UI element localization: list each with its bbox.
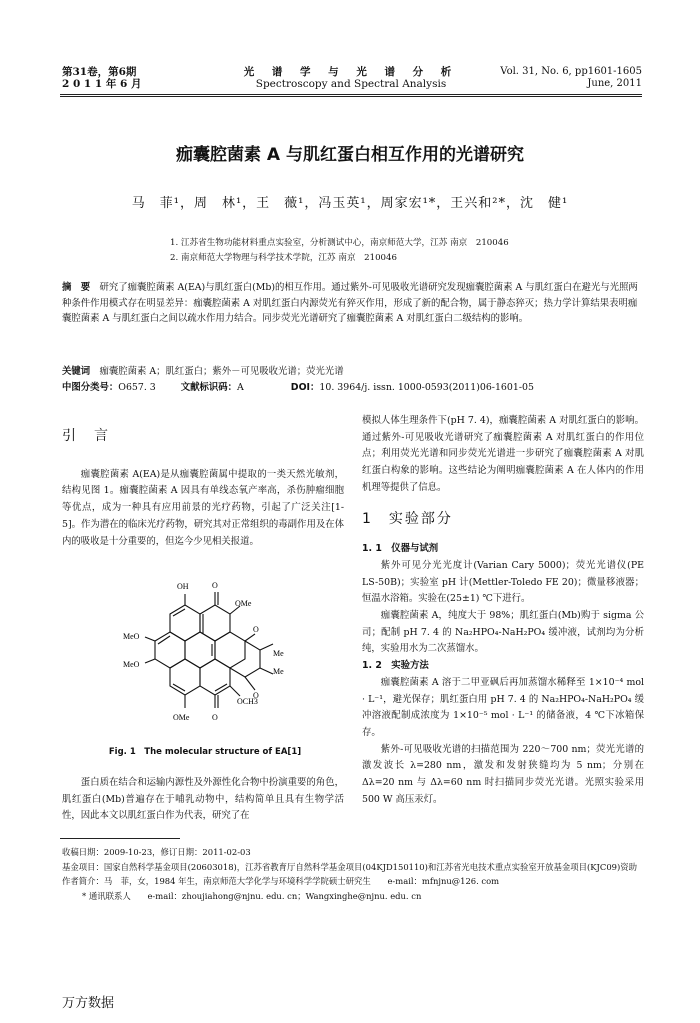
doi-value: 10. 3964/j. issn. 1000-0593(2011)06-1601-05 — [319, 382, 534, 393]
instruments-paragraph: 紫外可见分光光度计(Varian Cary 5000)；荧光光谱仪(PE LS-50B)；实验室 pH 计(Mettler-Toledo FE 20)；微量移液器；恒温水浴箱。实验在(25±1) ℃下进行。 — [362, 559, 644, 605]
subsection-1-1-heading: 1. 1 仪器与试剂 — [362, 543, 439, 555]
label-ome-bottom: OMe — [173, 713, 190, 722]
reagents-paragraph: 痂囊腔菌素 A，纯度大于 98%；肌红蛋白(Mb)购于 sigma 公司；配制 pH 7. 4 的 Na₂HPO₄-NaH₂PO₄ 缓冲液，试剂均为分析纯，实验用水为二次蒸馏水。 — [362, 610, 644, 655]
label-o-top: O — [212, 581, 218, 590]
intro-section — [62, 428, 344, 550]
keywords-label: 关键词 — [62, 366, 91, 377]
footnote-bio: 作者简介：马 菲，女，1984 年生，南京师范大学化学与环境科学学院硕士研究生 e-mail：mfnjnu@126. com — [62, 876, 500, 887]
label-o-right-top: O — [253, 625, 259, 634]
header-date-cn: 2 0 1 1 年 6 月 — [62, 78, 142, 90]
header-rule-2 — [60, 96, 642, 97]
author-list: 马 菲¹，周 林¹，王 薇¹，冯玉英¹，周家宏¹*，王兴和²*，沈 健¹ — [131, 196, 569, 211]
clc-label: 中图分类号： — [62, 382, 119, 393]
ring-mid-left — [155, 632, 185, 668]
footnote-received: 收稿日期：2009-10-23，修订日期：2011-02-03 — [62, 847, 251, 857]
subsection-1-2-heading: 1. 2 实验方法 — [362, 660, 429, 672]
right-column — [362, 413, 644, 808]
ring-top-left — [170, 605, 200, 641]
section-1-heading: 1 实验部分 — [362, 510, 453, 527]
abstract-text: 研究了痂囊腔菌素 A(EA)与肌红蛋白(Mb)的相互作用。通过紫外-可见吸收光谱研究发现痂囊腔菌素 A 与肌红蛋白在避光与光照两种条件作用模式存在明显差异：痂囊腔菌素 A 对肌红蛋白内源荧光有猝灭作用，形成了新的配合物，属于静态猝灭；热力学计算结果表明痂囊腔菌素 A 与肌红蛋白之间以疏水作用力结合。同步荧光光谱研究了痂囊腔菌素 A 对肌红蛋白二级结构的影响。 — [62, 282, 638, 324]
footnote-corresponding: * 通讯联系人 e-mail：zhoujiahong@njnu. edu. cn；Wangxinghe@njnu. edu. cn — [82, 891, 422, 902]
footnote-rule — [60, 838, 180, 839]
doc-code-label: 文献标识码： — [180, 382, 238, 393]
intro-paragraph-2: 蛋白质在结合和运输内源性及外源性化合物中扮演重要的角色，肌红蛋白(Mb)普遍存在于哺乳动物中，结构简单且具有生物学活性，因此本文以肌红蛋白作为代表，研究了在 — [62, 777, 344, 822]
label-me-1: Me — [273, 649, 284, 658]
abstract — [62, 280, 642, 327]
label-o-right-bottom: O — [253, 691, 259, 700]
journal-title-cn: 光 谱 学 与 光 谱 分 析 — [243, 66, 459, 78]
abstract-label: 摘 要 — [62, 282, 91, 293]
intro-paragraph-1: 痂囊腔菌素 A(EA)是从痂囊腔菌属中提取的一类天然光敏剂，结构见图 1。痂囊腔菌素 A 因具有单线态氧产率高，杀伤肿瘤细胞等优点，成为一种具有应用前景的光疗药物，引起了广泛关注[1-5]。作为潜在的临床光疗药物，研究其对正常组织的毒副作用及在体内的吸收是十分重要的，但迄今少见相关报道。 — [62, 468, 344, 547]
keywords-block — [62, 364, 642, 396]
label-meo-1: MeO — [123, 632, 140, 641]
figure-caption: Fig. 1 The molecular structure of EA[1] — [108, 747, 302, 757]
label-och3: OCH3 — [237, 697, 258, 706]
intro-continued — [62, 775, 344, 825]
watermark-text: 万方数据 — [62, 996, 115, 1011]
journal-title-en: Spectroscopy and Spectral Analysis — [255, 78, 447, 90]
ring-bottom-right — [200, 659, 230, 695]
footnote-fund: 基金项目：国家自然科学基金项目(20603018)，江苏省教育厅自然科学基金项目(04KJD150110)和江苏省光电技术重点实验室开放基金项目(KJC09)资助 — [62, 861, 637, 872]
footnotes — [62, 845, 642, 904]
affiliations — [170, 236, 509, 266]
method-paragraph-2: 紫外-可见吸收光谱的扫描范围为 220～700 nm；荧光光谱的激发波长 λ=280 nm，激发和发射狭缝均为 5 nm；分别在 Δλ=20 nm 与 Δλ=60 nm 时扫描同步荧光光谱。光照实验采用 500 W 高压汞灯。 — [362, 743, 644, 805]
label-oh: OH — [177, 582, 189, 591]
paper-title: 痂囊腔菌素 A 与肌红蛋白相互作用的光谱研究 — [176, 145, 524, 165]
keywords-text: 痂囊腔菌素 A；肌红蛋白；紫外－可见吸收光谱；荧光光谱 — [99, 366, 344, 377]
label-ome-top: OMe — [235, 599, 252, 608]
clc-value: O657. 3 — [118, 382, 156, 393]
method-paragraph-1: 痂囊腔菌素 A 溶于二甲亚砜后再加蒸馏水稀释至 1×10⁻⁴ mol · L⁻¹，避光保存；肌红蛋白用 pH 7. 4 的 Na₂HPO₄-NaH₂PO₄ 缓冲溶液配制成浓度为 1×10⁻⁵ mol · L⁻¹ 的储备液，4 ℃下冰箱保存。 — [362, 676, 644, 738]
doi-label: DOI： — [290, 382, 320, 393]
intro-heading: 引 言 — [62, 428, 110, 444]
header-date-en: June, 2011 — [587, 78, 642, 89]
affiliation-2: 2. 南京师范大学物理与科学技术学院，江苏 南京 210046 — [170, 253, 397, 263]
label-me-2: Me — [273, 667, 284, 676]
header-journal — [228, 66, 474, 90]
affiliation-1: 1. 江苏省生物功能材料重点实验室，分析测试中心，南京师范大学，江苏 南京 210046 — [170, 238, 509, 248]
header-volume-en: Vol. 31, No. 6, pp1601-1605 — [500, 66, 642, 77]
header-rule — [60, 94, 642, 95]
doc-code-value: A — [237, 382, 244, 393]
intro-paragraph-cont: 模拟人体生理条件下(pH 7. 4)，痂囊腔菌素 A 对肌红蛋白的影响。通过紫外-可见吸收光谱研究了痂囊腔菌素 A 对肌红蛋白的作用位点；利用荧光光谱和同步荧光光谱进一步研究了痂囊腔菌素 A 对肌红蛋白构象的影响。这些结论为阐明痂囊腔菌素 A 在人体内的作用机理等提供了信息。 — [362, 415, 644, 493]
ring-center — [185, 632, 215, 668]
label-o-bottom: O — [212, 713, 218, 722]
header-issue — [500, 66, 642, 90]
ring-top-right — [200, 605, 230, 641]
header-volume-cn: 第31卷，第6期 — [62, 66, 137, 78]
molecular-structure-figure — [115, 574, 305, 742]
label-meo-2: MeO — [123, 660, 140, 669]
ring-bottom-left — [170, 659, 200, 695]
ring-mid-right — [215, 632, 245, 668]
header-volume — [62, 66, 141, 90]
